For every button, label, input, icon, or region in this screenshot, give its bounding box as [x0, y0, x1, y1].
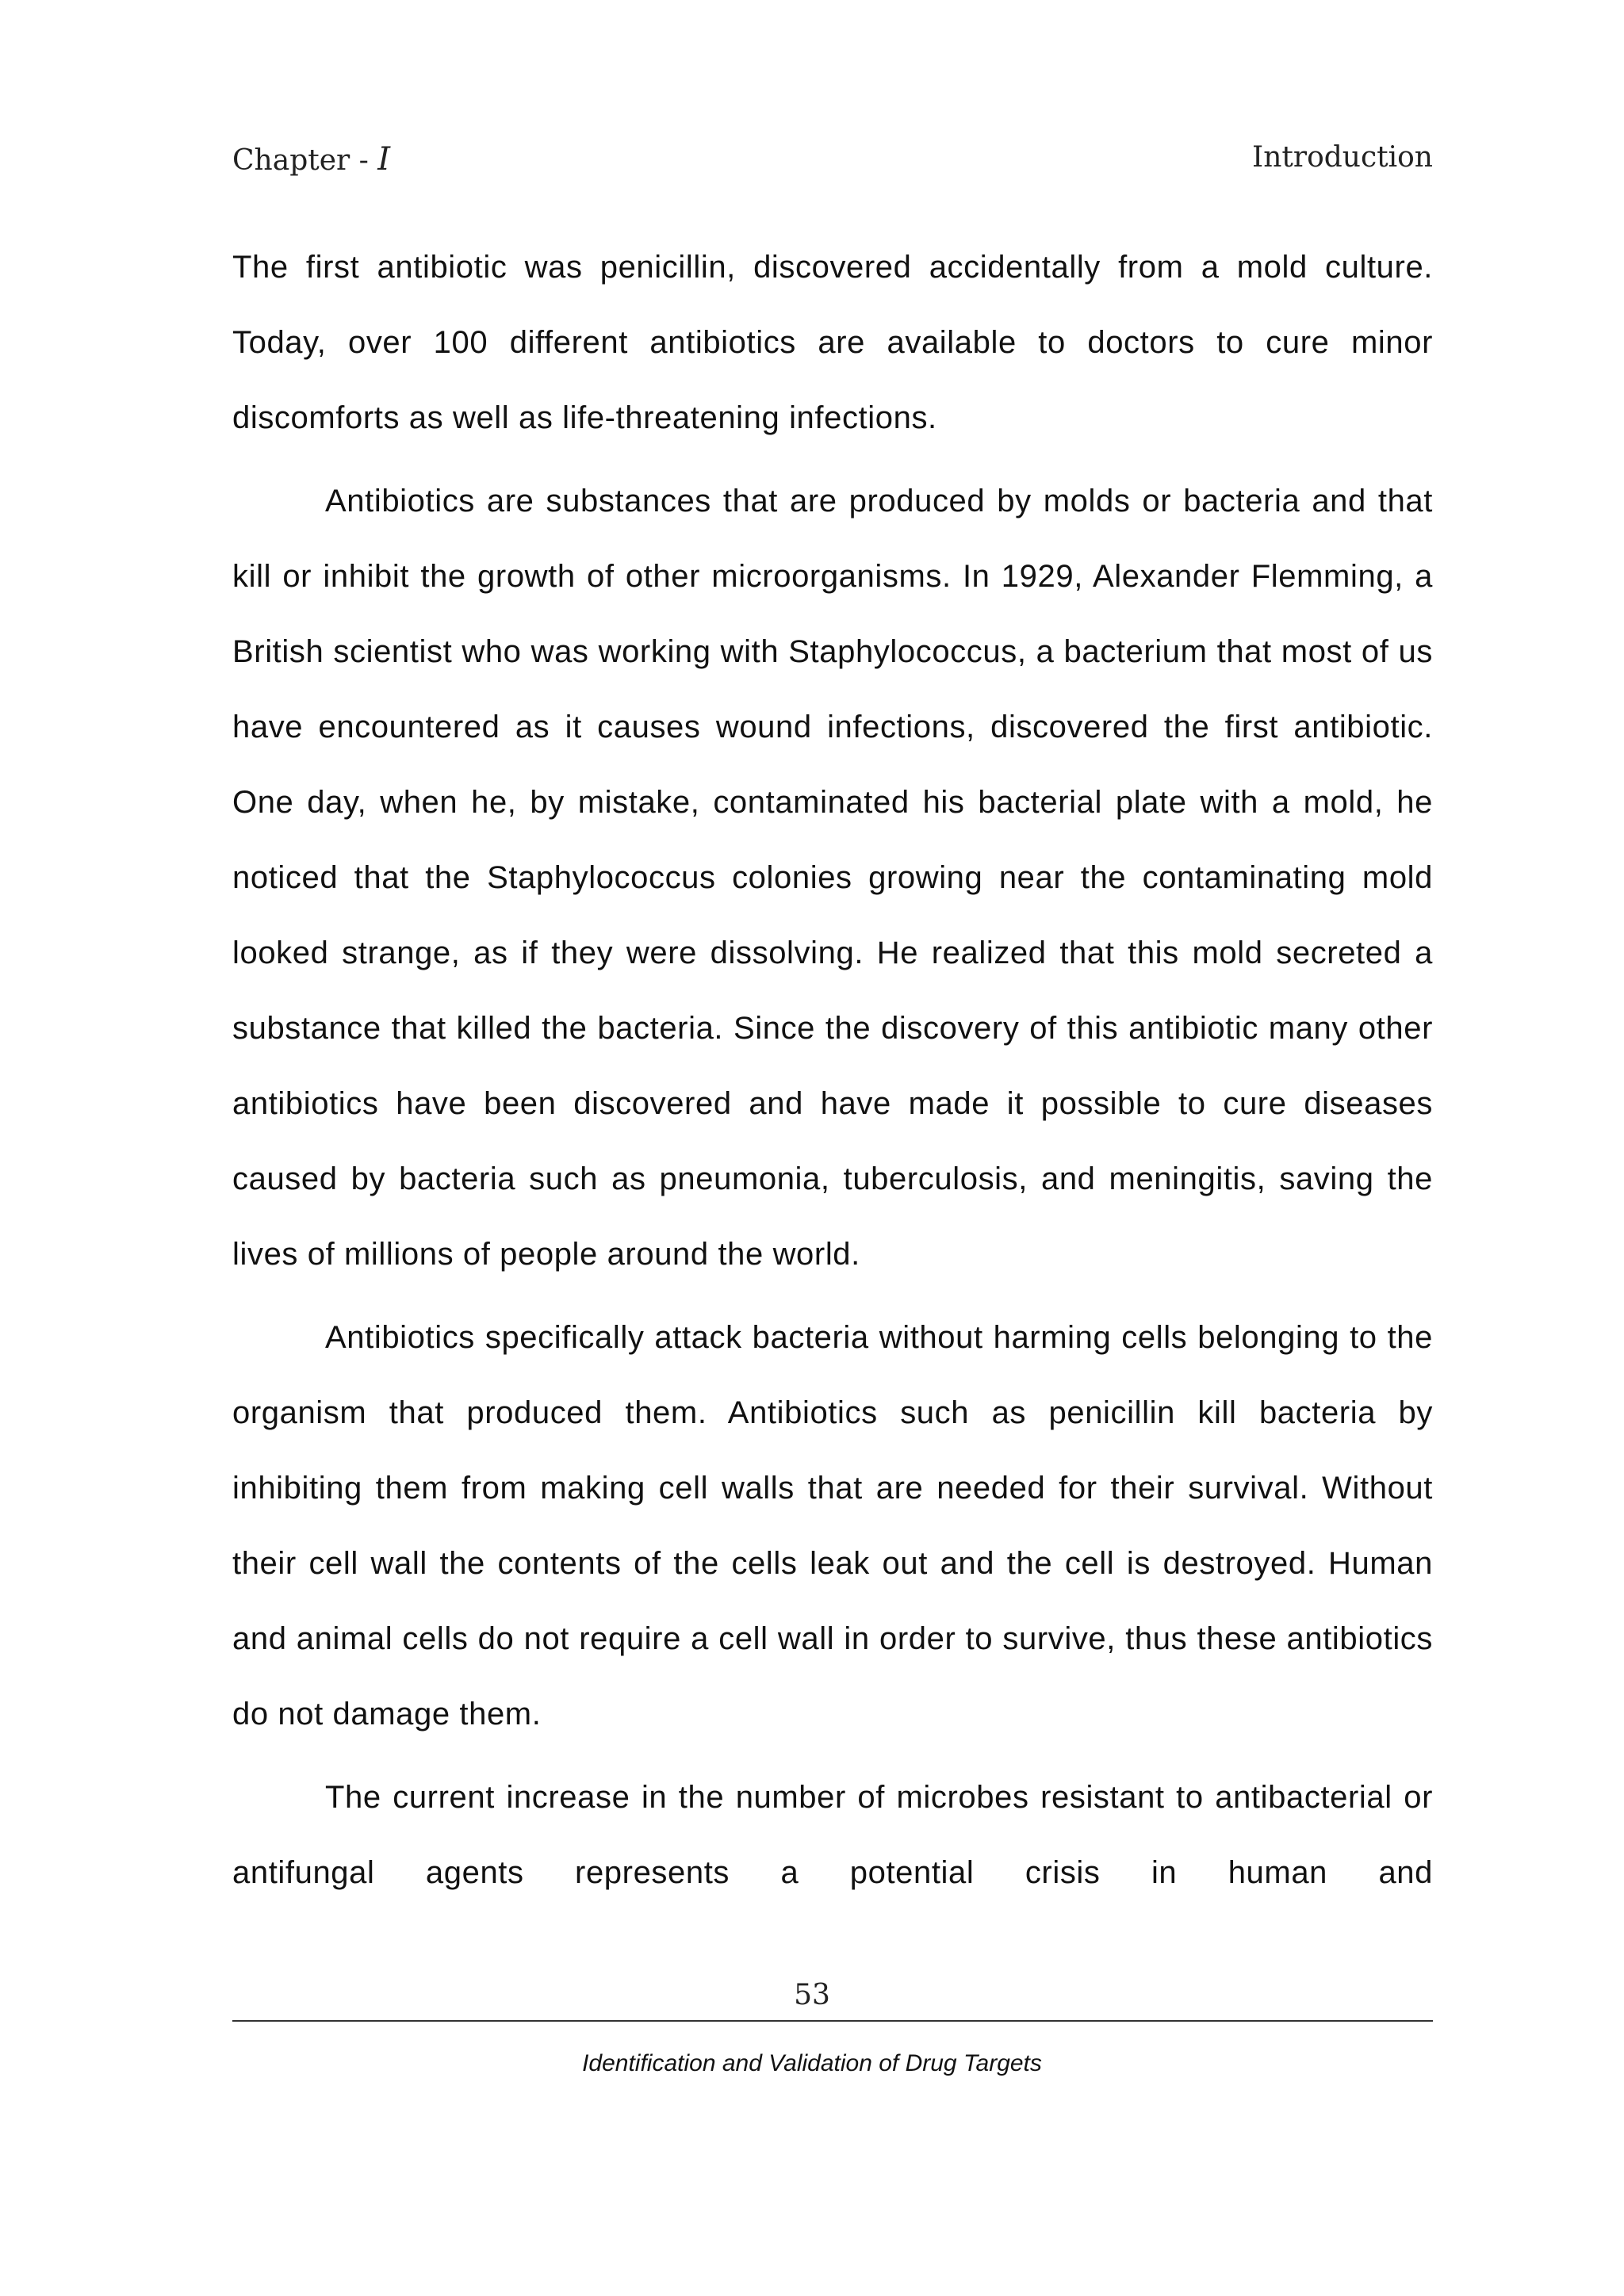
- chapter-numeral: I: [377, 141, 391, 178]
- chapter-label: [232, 141, 390, 178]
- paragraph-4: The current increase in the number of microbes resistant to antibacterial or antifungal agents represents a potential crisis in human and: [232, 1780, 1433, 1890]
- page-number: 53: [794, 1979, 830, 2011]
- paragraph-1: The first antibiotic was penicillin, discovered accidentally from a mold culture. Today, over 100 different antibiotics are available to doctors to cure minor discomforts as well as life-threatening infections.: [232, 250, 1433, 435]
- running-footer-title: Identification and Validation of Drug Targets: [582, 2050, 1042, 2076]
- paragraph-3: Antibiotics specifically attack bacteria without harming cells belonging to the organism that produced them. Antibiotics such as penicillin kill bacteria by inhibiting them from making cell walls that are needed for their survival. Without their cell wall the contents of the cells leak out and the cell is destroyed. Human and animal cells do not require a cell wall in order to survive, thus these antibiotics do not damage them.: [232, 1320, 1433, 1732]
- footer-divider: [232, 2020, 1433, 2022]
- body-text: [232, 230, 1433, 1919]
- paragraph-2: Antibiotics are substances that are produced by molds or bacteria and that kill or inhibit the growth of other microorganisms. In 1929, Alexander Flemming, a British scientist who was working with Staphylococcus, a bacterium that most of us have encountered as it causes wound infections, discovered the first antibiotic. One day, when he, by mistake, contaminated his bacterial plate with a mold, he noticed that the Staphylococcus colonies growing near the contaminating mold looked strange, as if they were dissolving. He realized that this mold secreted a substance that killed the bacteria. Since the discovery of this antibiotic many other antibiotics have been discovered and have made it possible to cure diseases caused by bacteria such as pneumonia, tuberculosis, and meningitis, saving the lives of millions of people around the world.: [232, 484, 1433, 1272]
- running-header: [232, 141, 1433, 181]
- section-title: Introduction: [1252, 141, 1433, 174]
- chapter-label-text: Chapter -: [232, 144, 378, 177]
